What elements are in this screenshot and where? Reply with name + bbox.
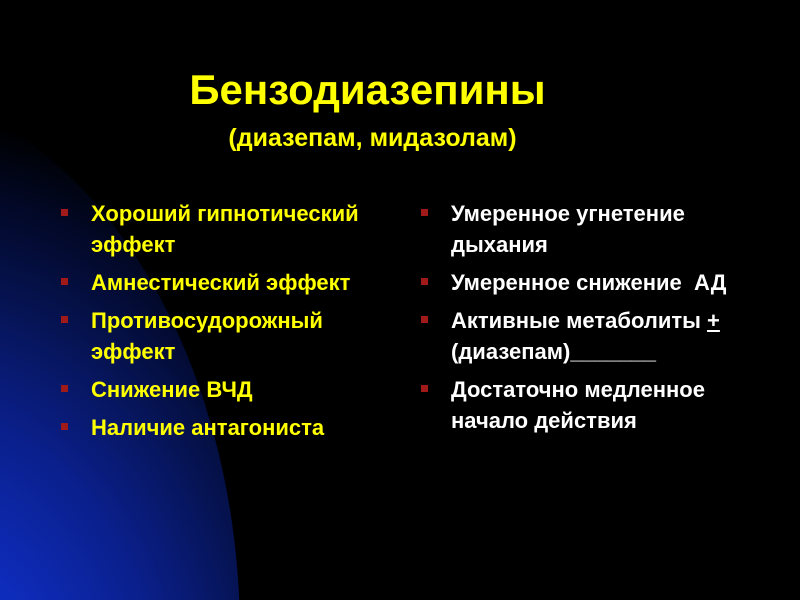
slide-title: Бензодиазепины: [189, 66, 546, 113]
square-bullet-icon: [61, 385, 68, 392]
square-bullet-icon: [61, 278, 68, 285]
slide-subtitle: (диазепам, мидазолам): [228, 124, 517, 152]
left-bullet-list: [60, 198, 380, 450]
blank-line: _______: [570, 339, 656, 364]
list-item-text: Наличие антагониста: [91, 415, 325, 440]
list-item: [60, 198, 380, 260]
list-item-text: Хороший гипнотический эффект: [91, 201, 359, 257]
list-item-text: Достаточно медленное начало действия: [451, 377, 705, 433]
square-bullet-icon: [421, 385, 428, 392]
square-bullet-icon: [421, 209, 428, 216]
list-item-text: Умеренное снижение АД: [451, 270, 727, 295]
list-item-text: Противосудорожный эффект: [91, 308, 323, 364]
square-bullet-icon: [61, 209, 68, 216]
diazepam-note: (диазепам): [451, 339, 571, 364]
plus-minus-mark: +: [707, 308, 720, 333]
list-item: [60, 374, 380, 405]
list-item: [60, 305, 380, 367]
square-bullet-icon: [61, 316, 68, 323]
square-bullet-icon: [421, 278, 428, 285]
list-item: [60, 412, 380, 443]
list-item: [420, 267, 750, 298]
list-item-text: [451, 308, 720, 364]
list-item-text: Амнестический эффект: [91, 270, 351, 295]
metabolites-text: Активные метаболиты: [451, 308, 708, 333]
list-item: [60, 267, 380, 298]
list-item: [420, 374, 750, 436]
square-bullet-icon: [421, 316, 428, 323]
list-item: [420, 198, 750, 260]
list-item-text: Снижение ВЧД: [91, 377, 253, 402]
square-bullet-icon: [61, 423, 68, 430]
list-item: [420, 305, 750, 367]
list-item-text: Умеренное угнетение дыхания: [451, 201, 685, 257]
right-bullet-list: [420, 198, 750, 443]
